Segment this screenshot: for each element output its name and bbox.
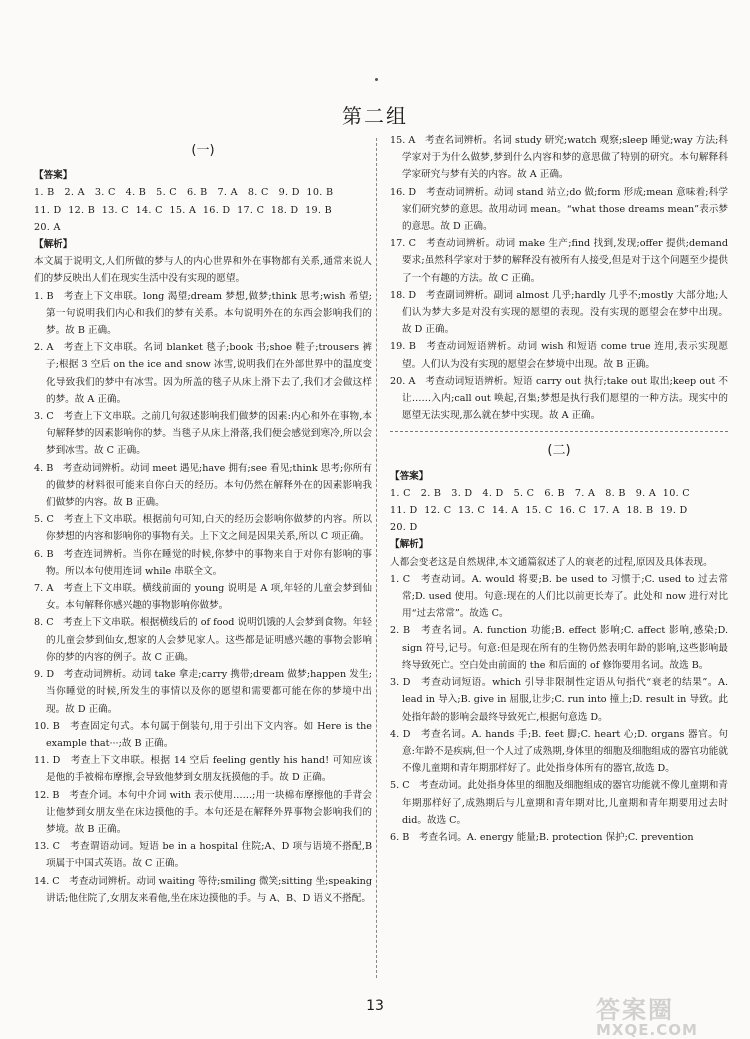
answers-tag: 【答案】 — [390, 470, 429, 482]
analysis-item: 3. D 考查动词短语。which 引导非限制性定语从句指代“衰老的结果”。A. lead in 导入;B. give in 屈服,让步;C. run into 撞上;D. result in 导致。此处指年龄的影响会最终导致死亡,根据句意选 D。 — [390, 677, 728, 723]
analysis-item: 11. D 考查上下文串联。根据 14 空后 feeling gently his hand! 可知应该是他的手被棉布摩擦,会导致他梦到女朋友抚摸他的手。故 D 正确。 — [34, 755, 372, 784]
analysis-item: 5. C 考查上下文串联。根据前句可知,白天的经历会影响你做梦的内容。所以你梦想的内容和影响你的事物有关。上下文之间是因果关系,所以 C 项正确。 — [34, 514, 372, 543]
analysis-item: 17. C 考查动词辨析。动词 make 生产;find 找到,发现;offer 提供;demand 要求;虽然科学家对于梦的解释没有被所有人接受,但是对于这个问题至少提供了一个有趣的方法。故 C 正确。 — [390, 238, 728, 284]
answers-tag: 【答案】 — [34, 170, 73, 182]
analysis-item: 1. B 考查上下文串联。long 渴望;dream 梦想,做梦;think 思考;wish 希望;第一句说明我们内心和我们的梦有关系。本句说明外在的东西会影响我们的梦。故 B 正确。 — [34, 290, 372, 337]
section-divider — [390, 431, 728, 432]
header-dot — [375, 78, 378, 81]
analysis-item: 18. D 考查副词辨析。副词 almost 几乎;hardly 几乎不;mostly 大部分地;人们认为梦大多是对没有实现的愿望的表现。没有实现的愿望会在梦中出现。故 D 正确。 — [390, 289, 728, 336]
column-divider — [376, 138, 377, 978]
answer-line: 1. C 2. B 3. D 4. D 5. C 6. B 7. A 8. B 9. A 10. C — [390, 487, 690, 499]
analysis-item: 12. B 考查介词。本句中介词 with 表示使用……;用一块棉布摩擦他的手背会让他梦到女朋友坐在床边摸他的手。本句还是在解释外界事物会影响我们的梦境。故 B 正确。 — [34, 789, 372, 835]
analysis-item: 2. A 考查上下文串联。名词 blanket 毯子;book 书;shoe 鞋子;trousers 裤子;根据 3 空后 on the ice and snow 冰雪,说明我们在外部世界中的温度变化导致我们的梦中有冰雪。因为所盖的毯子从床上滑下去了,我们才会做这样的梦。故 A 正确。 — [34, 342, 372, 405]
analysis-item: 10. B 考查固定句式。本句属于倒装句,用于引出下文内容。如 Here is the example that···;故 B 正确。 — [34, 720, 372, 749]
analysis-tag: 【解析】 — [390, 539, 429, 551]
analysis-item: 4. D 考查名词。A. hands 手;B. feet 脚;C. heart 心;D. organs 器官。句意:年龄不是疾病,但一个人过了成熟期,身体里的细胞及细胞组成的器官功能就不像儿童期和青年期那样好了。此处指身体所有的器官,故选 D。 — [390, 728, 728, 775]
intro-paragraph: 人都会变老这是自然规律,本文通篇叙述了人的衰老的过程,原因及具体表现。 — [390, 556, 713, 568]
analysis-item: 3. C 考查上下文串联。之前几句叙述影响我们做梦的因素:内心和外在事物,本句解释梦的因素影响你的梦。当毯子从床上滑落,我们便会感觉到寒冷,所以会梦到冰雪。故 C 正确。 — [34, 411, 372, 457]
answer-line: 20. A — [34, 221, 61, 233]
analysis-item: 9. D 考查动词辨析。动词 take 拿走;carry 携带;dream 做梦;happen 发生;当你睡觉的时候,所发生的事情以及你的愿望和需要都可能在你的梦境中出现。故 D 正确。 — [34, 669, 372, 715]
analysis-item: 6. B 考查连词辨析。当你在睡觉的时候,你梦中的事物来自于对你有影响的事物。所以本句使用连词 while 串联全文。 — [34, 548, 372, 577]
analysis-item: 15. A 考查名词辨析。名词 study 研究;watch 观察;sleep 睡觉;way 方法;科学家对于为什么做梦,梦到什么内容和梦的意思做了特别的研究。本句解释科学家研究与梦有关的内容。故 A 正确。 — [390, 135, 728, 181]
analysis-item: 14. C 考查动词辨析。动词 waiting 等待;smiling 微笑;sitting 坐;speaking 讲话;他住院了,女朋友来看他,坐在床边摸他的手。与 A、B、D 语义不搭配。 — [34, 875, 372, 904]
watermark-logo — [596, 990, 736, 1039]
analysis-item: 4. B 考查动词辨析。动词 meet 遇见;have 拥有;see 看见;think 思考;你所有的做梦的材料很可能来自你白天的经历。本句仍然在解释外在的因素影响我们做梦的内容。故 B 正确。 — [34, 462, 372, 509]
watermark-bottom: MXQE.COM — [596, 1021, 698, 1039]
page-title: 第二组 — [342, 104, 408, 128]
analysis-item: 6. B 考查名词。A. energy 能量;B. protection 保护;C. prevention — [390, 831, 694, 843]
analysis-item: 8. C 考查上下文串联。根据横线后的 of food 说明饥饿的人会梦到食物。年轻的儿童会梦到仙女,想家的人会梦见家人。这些都是证明感兴趣的事物会影响你的梦的内容的例子。故 C 正确。 — [34, 617, 372, 663]
intro-paragraph: 本文属于说明文,人们所做的梦与人的内心世界和外在事物都有关系,通常来说人们的梦反映出人们在现实生活中没有实现的愿望。 — [34, 256, 372, 285]
answer-line: 20. D — [390, 522, 418, 534]
analysis-item: 2. B 考查名词。A. function 功能;B. effect 影响;C. affect 影响,感染;D. sign 符号,记号。句意:但是现在所有的生物仍然表明年龄的影响,这些影响最终导致死亡。空白处由前面的 the 和后面的 of 修饰要用名词。故选 B。 — [390, 625, 728, 671]
page-number: 13 — [366, 998, 384, 1014]
analysis-item: 19. B 考查动词短语辨析。动词 wish 和短语 come true 连用,表示实现愿望。人们认为没有实现的愿望会在梦境中出现。故 B 正确。 — [390, 341, 728, 370]
analysis-item: 20. A 考查动词短语辨析。短语 carry out 执行;take out 取出;keep out 不让……入内;call out 唤起,召集;梦想是执行我们愿望的一种方法。现实中的愿望无法实现,那么就在梦中实现。故 A 正确。 — [390, 375, 728, 422]
left-column — [34, 132, 372, 907]
answer-line: 11. D 12. C 13. C 14. A 15. C 16. C 17. A 18. B 19. D — [390, 505, 688, 517]
analysis-tag: 【解析】 — [34, 239, 73, 251]
right-column — [390, 132, 728, 846]
analysis-item: 5. C 考查动词。此处指身体里的细胞及细胞组成的器官功能就不像儿童期和青年期那样好了,成熟期后与儿童期和青年期对比,儿童期和青年期要用过去时 did。故选 C。 — [390, 780, 728, 826]
analysis-item: 1. C 考查动词。A. would 将要;B. be used to 习惯于;C. used to 过去常常;D. used 使用。句意:现在的人们比以前更长寿了。此处和 now 进行对比用“过去常常”。故选 C。 — [390, 573, 728, 620]
answer-line: 11. D 12. B 13. C 14. C 15. A 16. D 17. C 18. D 19. B — [34, 204, 332, 216]
section-heading-2: (二) — [547, 443, 571, 459]
answer-line: 1. B 2. A 3. C 4. B 5. C 6. B 7. A 8. C 9. D 10. B — [34, 187, 334, 199]
section-heading-1: (一) — [191, 143, 215, 158]
watermark-top: 答案圈 — [596, 996, 674, 1024]
analysis-item: 7. A 考查上下文串联。横线前面的 young 说明是 A 项,年轻的儿童会梦到仙女。本句解释你感兴趣的事物影响你做梦。 — [34, 583, 372, 612]
analysis-item: 13. C 考查谓语动词。短语 be in a hospital 住院;A、D 项与语境不搭配,B 项属于中国式英语。故 C 正确。 — [34, 841, 372, 870]
analysis-item: 16. D 考查动词辨析。动词 stand 站立;do 做;form 形成;mean 意味着;科学家们研究梦的意思。故用动词 mean。“what those dreams mean”表示梦的意思。故 D 正确。 — [390, 186, 728, 233]
